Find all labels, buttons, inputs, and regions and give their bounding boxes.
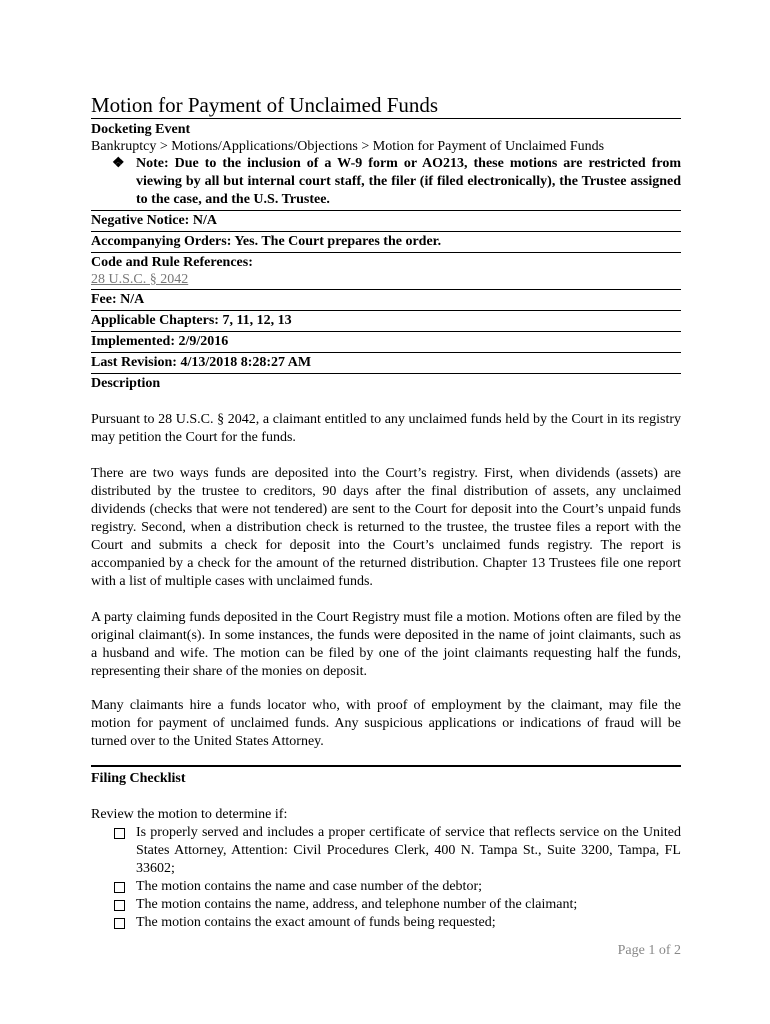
applicable-chapters: Applicable Chapters: 7, 11, 12, 13 <box>91 313 292 328</box>
section-divider <box>91 765 681 767</box>
code-rule-link-text[interactable]: 28 U.S.C. § 2042 <box>91 272 189 287</box>
description-label: Description <box>91 376 161 391</box>
checklist-item <box>114 878 681 896</box>
checkbox-icon <box>114 900 125 911</box>
checklist-item <box>114 914 681 932</box>
divider <box>91 210 681 211</box>
code-rule-link[interactable] <box>91 271 188 289</box>
negative-notice: Negative Notice: N/A <box>91 213 217 228</box>
restriction-note <box>112 155 681 209</box>
description-paragraph: Many claimants hire a funds locator who, with proof of employment by the claimant, may file the motion for payment of unclaimed funds. Any suspicious applications or indications of fraud will be turned over to the United States Attorney. <box>91 698 681 749</box>
page-number: Page 1 of 2 <box>617 943 681 958</box>
docketing-path: Bankruptcy > Motions/Applications/Objections > Motion for Payment of Unclaimed Funds <box>91 139 605 154</box>
checkbox-icon <box>114 882 125 893</box>
divider <box>91 310 681 311</box>
divider <box>91 231 681 232</box>
divider <box>91 352 681 353</box>
filing-checklist-label: Filing Checklist <box>91 771 186 786</box>
checklist-item-text: The motion contains the exact amount of funds being requested; <box>136 915 496 930</box>
checklist-item <box>114 896 681 914</box>
divider <box>91 252 681 253</box>
divider <box>91 118 681 119</box>
checklist-item-text: Is properly served and includes a proper certificate of service that reflects service on the United States Attorney, Attention: Civil Procedures Clerk, 400 N. Tampa St., Suite 3200, Tampa, FL 33602; <box>136 825 681 876</box>
checkbox-icon <box>114 828 125 839</box>
checklist-item-text: The motion contains the name, address, and telephone number of the claimant; <box>136 897 578 912</box>
accompanying-orders: Accompanying Orders: Yes. The Court prepares the order. <box>91 234 442 249</box>
checklist-item <box>114 824 681 878</box>
document-title: Motion for Payment of Unclaimed Funds <box>91 93 439 117</box>
description-paragraph: There are two ways funds are deposited into the Court’s registry. First, when dividends (assets) are distributed by the trustee to creditors, 90 days after the final distribution of assets, any unclaimed dividends (checks that were not tendered) are sent to the Court for deposit into the Court’s unpaid funds registry. Second, when a distribution check is returned to the trustee, the trustee files a report with the Court and submits a check for deposit into the Court’s unclaimed funds registry. The report is accompanied by a check for the amount of the returned distribution. Chapter 13 Trustees file one report with a list of multiple cases with unclaimed funds. <box>91 466 681 589</box>
docketing-event-label: Docketing Event <box>91 122 191 137</box>
code-rule-label: Code and Rule References: <box>91 255 253 270</box>
description-paragraph: Pursuant to 28 U.S.C. § 2042, a claimant entitled to any unclaimed funds held by the Court in its registry may petition the Court for the funds. <box>91 412 681 445</box>
restriction-note-text: Note: Due to the inclusion of a W-9 form or AO213, these motions are restricted from viewing by all but internal court staff, the filer (if filed electronically), the Trustee assigned to the case, and the U.S. Trustee. <box>136 156 681 207</box>
implemented-date: Implemented: 2/9/2016 <box>91 334 229 349</box>
divider <box>91 373 681 374</box>
divider <box>91 289 681 290</box>
last-revision: Last Revision: 4/13/2018 8:28:27 AM <box>91 355 312 370</box>
document-page <box>91 0 681 1024</box>
review-intro: Review the motion to determine if: <box>91 807 288 822</box>
divider <box>91 331 681 332</box>
description-paragraph: A party claiming funds deposited in the Court Registry must file a motion. Motions often are filed by the original claimant(s). In some instances, the funds were deposited in the name of joint claimants, such as a husband and wife. The motion can be filed by one of the joint claimants requesting half the funds, representing their share of the monies on deposit. <box>91 610 681 679</box>
checklist-item-text: The motion contains the name and case number of the debtor; <box>136 879 483 894</box>
checkbox-icon <box>114 918 125 929</box>
diamond-bullet-icon: ❖ <box>112 156 125 171</box>
fee: Fee: N/A <box>91 292 145 307</box>
